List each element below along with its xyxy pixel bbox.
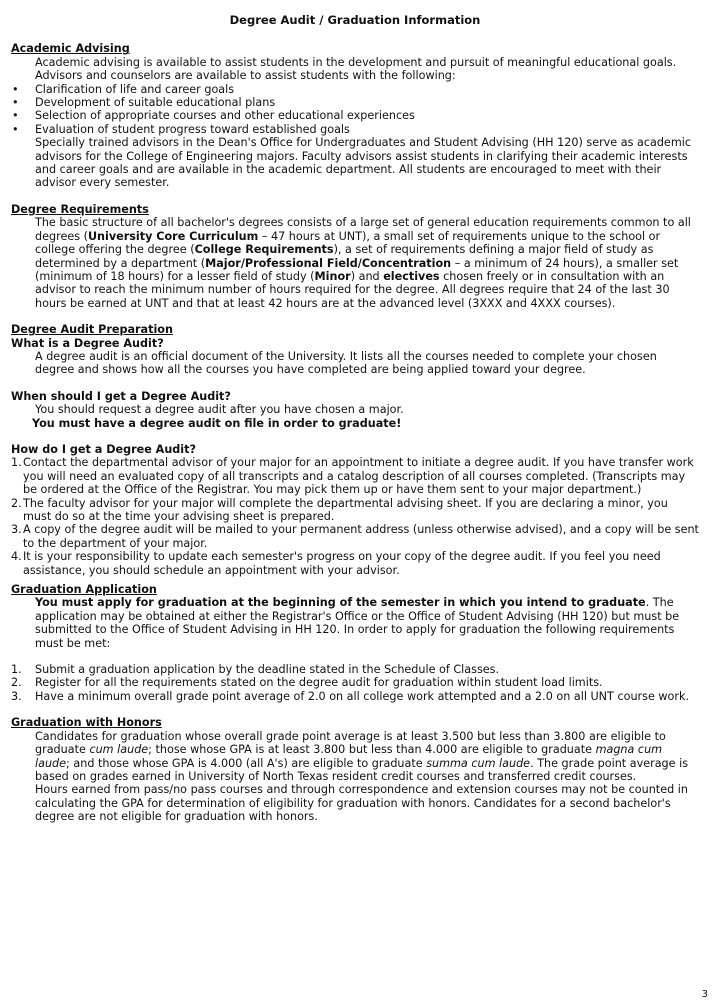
section-heading: Graduation Application (11, 583, 157, 597)
list-item: 3. A copy of the degree audit will be mailed to your permanent address (unless otherwise advised), and a copy will be sent to the department of your major. (11, 523, 699, 550)
bullet-item: • Clarification of life and career goals (12, 82, 235, 96)
paragraph: You must apply for graduation at the beginning of the semester in which you intend to graduate. The application may be obtained at either the Registrar's Office or the Office of Student Advising (HH 120) but must be submitted to the Office of Student Advising in HH 120. In order to apply for graduation the following requirements must be met: (35, 596, 680, 650)
bullet-icon: • (12, 96, 19, 110)
bullet-item: • Development of suitable educational plans (12, 96, 276, 110)
list-item: 2. Register for all the requirements stated on the degree audit for graduation within student load limits. (11, 676, 603, 690)
list-item: 2. The faculty advisor for your major will complete the departmental advising sheet. If you are declaring a minor, you must do so at the time your advising sheet is prepared. (11, 496, 668, 523)
bullet-icon: • (12, 109, 19, 123)
question-heading: What is a Degree Audit? (11, 336, 164, 350)
question-heading: How do I get a Degree Audit? (11, 442, 196, 456)
bullet-icon: • (12, 82, 19, 96)
paragraph: Academic advising is available to assist students in the development and pursuit of meaningful educational goals. Advisors and counselors are available to assist students with the following: (35, 55, 677, 83)
section-heading: Graduation with Honors (11, 716, 162, 730)
list-item: 1. Contact the departmental advisor of your major for an appointment to initiate a degree audit. If you have transfer work you will need an evaluated copy of all transcripts and a catalog description of all courses completed. (Transcripts may be ordered at the Office of the Registrar. You may pick them up or have them sent to your major department.) (11, 456, 694, 497)
section-graduation-honors (11, 716, 699, 823)
section-graduation-application (11, 583, 699, 703)
section-academic-advising (11, 42, 699, 189)
page-number: 3 (701, 989, 708, 1000)
bullet-item: • Selection of appropriate courses and other educational experiences (12, 109, 415, 123)
bullet-icon: • (12, 122, 19, 136)
list-item: 4. It is your responsibility to update each semester's progress on your copy of the degree audit. If you feel you need assistance, you should schedule an appointment with your advisor. (11, 550, 661, 577)
paragraph: Candidates for graduation whose overall grade point average is at least 3.500 but less than 3.800 are eligible to graduate cum laude; those whose GPA is at least 3.800 but less than 4.000 are eligible to graduate magna cum laude; and those whose GPA is 4.000 (all A's) are eligible to graduate summa cum laude. The grade point average is based on grades earned in University of North Texas resident credit courses and transferred credit courses. (35, 729, 689, 783)
section-degree-requirements (11, 203, 699, 310)
section-heading: Academic Advising (11, 42, 130, 56)
paragraph: A degree audit is an official document of the University. It lists all the courses needed to complete your chosen degree and shows how all the courses you have completed are being applied toward your degree. (35, 349, 657, 377)
important-note: You must have a degree audit on file in order to graduate! (32, 416, 402, 430)
document-page (11, 14, 699, 824)
section-heading: Degree Requirements (11, 202, 149, 216)
paragraph: Hours earned from pass/no pass courses and through correspondence and extension courses may not be counted in calculating the GPA for determination of eligibility for graduation with honors. Candidates for a second bachelor's degree are not eligible for graduation with honors. (35, 783, 688, 824)
question-heading: When should I get a Degree Audit? (11, 389, 231, 403)
paragraph: The basic structure of all bachelor's degrees consists of a large set of general education requirements common to all degrees (University Core Curriculum – 47 hours at UNT), a small set of requirements unique to the school or college offering the degree (College Requirements), a set of requirements defining a major field of study as determined by a department (Major/Professional Field/Concentration – a minimum of 24 hours), a smaller set (minimum of 18 hours) for a lesser field of study (Minor) and electives chosen freely or in consultation with an advisor to reach the minimum number of hours required for the degree. All degrees require that 24 of the last 30 hours be earned at UNT and that at least 42 hours are at the advanced level (3XXX and 4XXX courses). (35, 216, 691, 310)
list-item: 3. Have a minimum overall grade point average of 2.0 on all college work attempted and a 2.0 on all UNT course work. (11, 689, 690, 703)
paragraph: Specially trained advisors in the Dean's Office for Undergraduates and Student Advising (HH 120) serve as academic advisors for the College of Engineering majors. Faculty advisors assist students in clarifying their academic interests and career goals and are available in the academic department. All students are encouraged to meet with their advisor every semester. (35, 136, 691, 190)
paragraph: You should request a degree audit after you have chosen a major. (35, 403, 404, 417)
section-degree-audit-preparation (11, 323, 699, 577)
bullet-item: • Evaluation of student progress toward established goals (12, 122, 350, 136)
section-heading: Degree Audit Preparation (11, 323, 173, 337)
page-title: Degree Audit / Graduation Information (229, 13, 481, 27)
list-item: 1. Submit a graduation application by the deadline stated in the Schedule of Classes. (11, 663, 500, 677)
